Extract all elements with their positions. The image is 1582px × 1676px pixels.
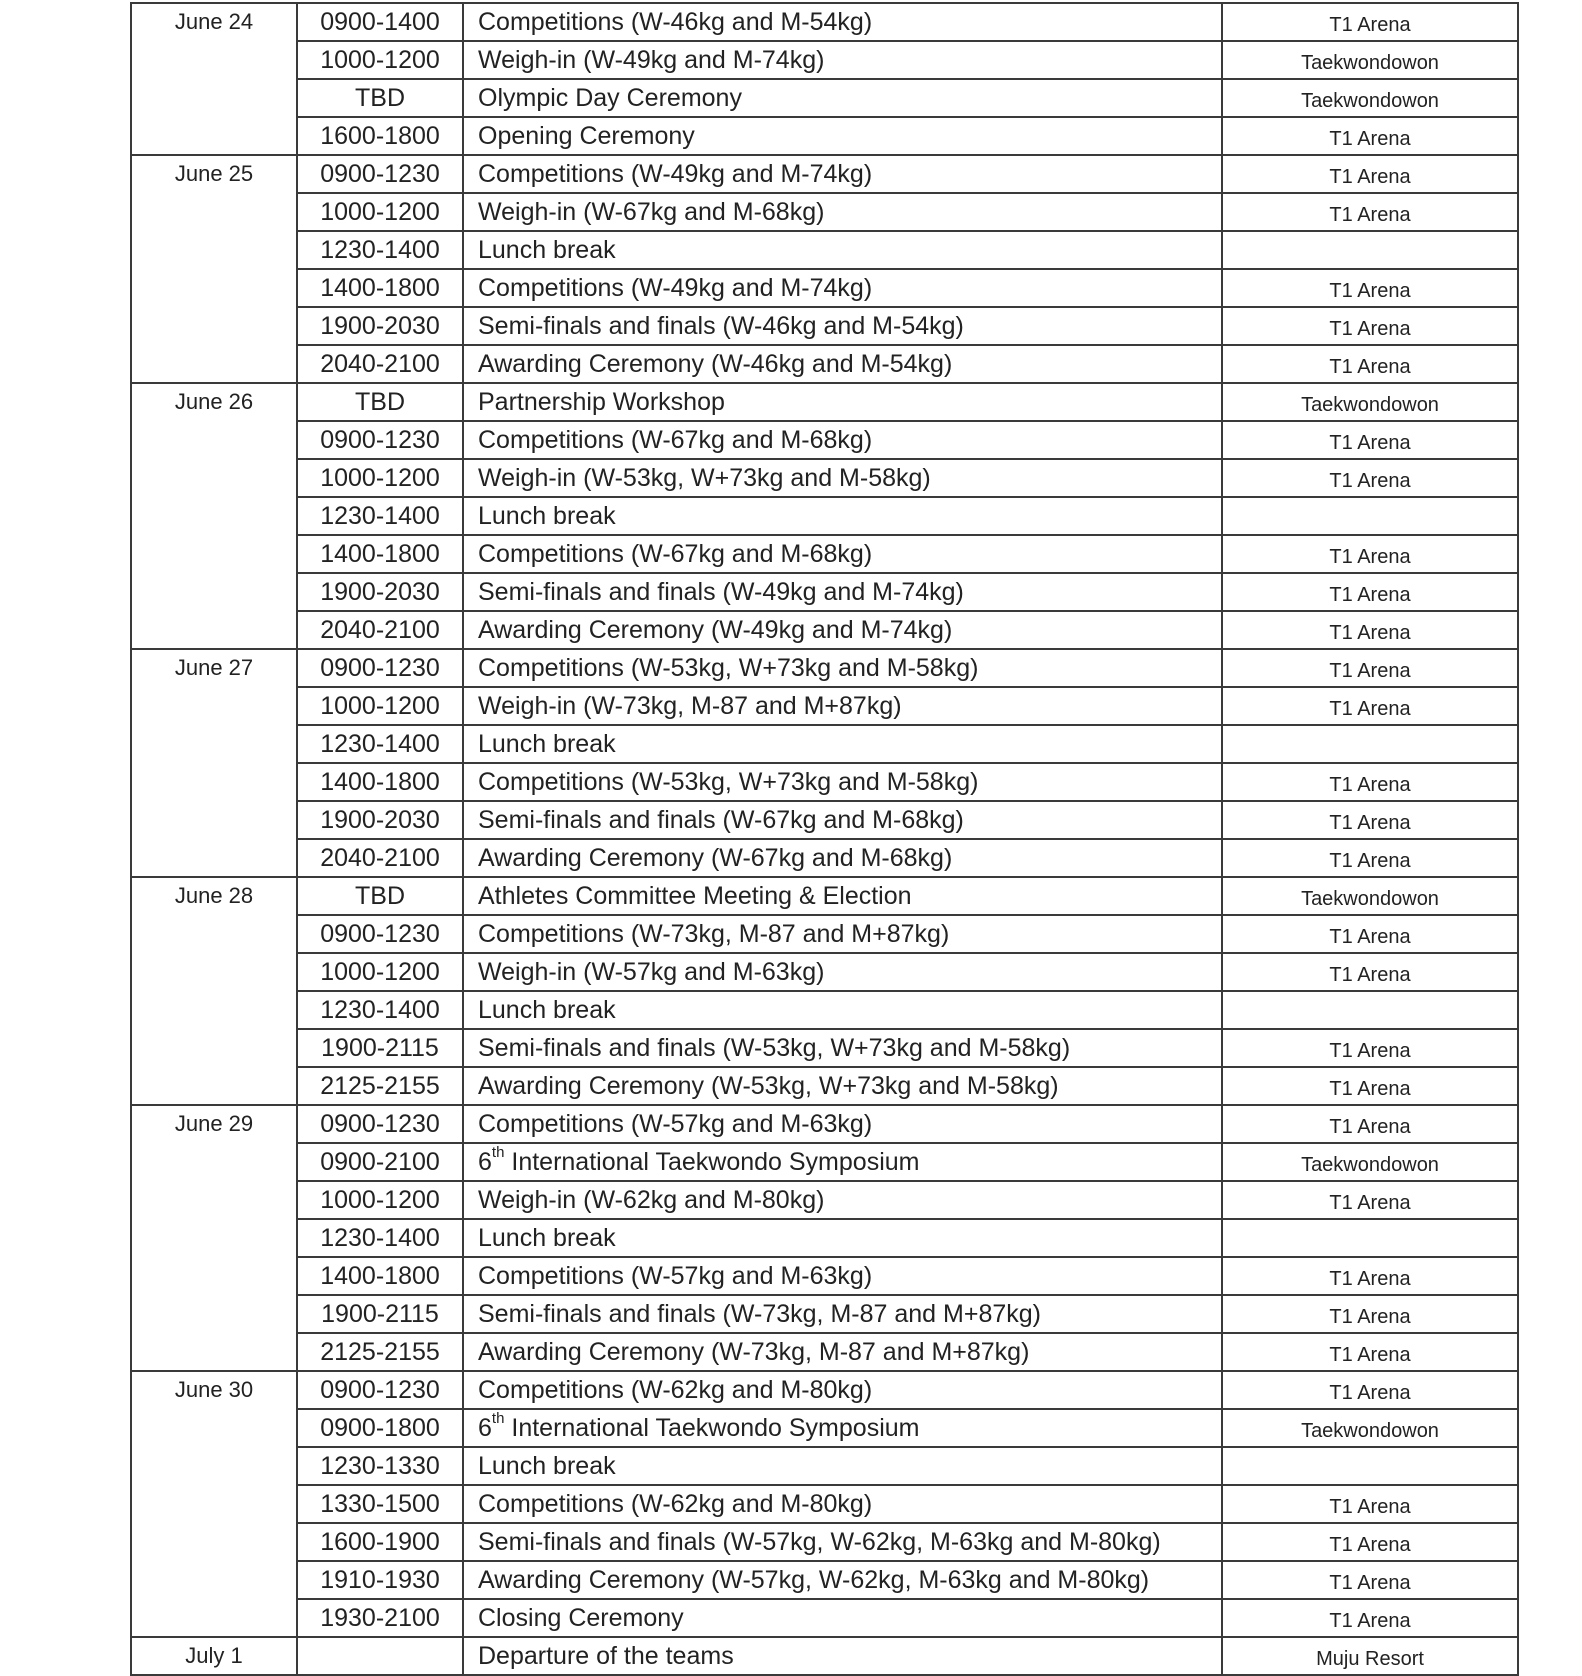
event-cell: Semi-finals and finals (W-57kg, W-62kg, M-63kg and M-80kg) bbox=[463, 1523, 1222, 1561]
date-cell: June 25 bbox=[131, 155, 297, 383]
time-cell: 0900-1230 bbox=[297, 1371, 463, 1409]
time-cell: 1000-1200 bbox=[297, 953, 463, 991]
date-cell: June 29 bbox=[131, 1105, 297, 1371]
venue-cell: T1 Arena bbox=[1222, 839, 1518, 877]
event-cell: Awarding Ceremony (W-53kg, W+73kg and M-58kg) bbox=[463, 1067, 1222, 1105]
date-cell: June 24 bbox=[131, 3, 297, 155]
event-cell: Lunch break bbox=[463, 991, 1222, 1029]
date-cell: June 26 bbox=[131, 383, 297, 649]
time-cell: 0900-2100 bbox=[297, 1143, 463, 1181]
schedule-row bbox=[131, 1219, 1518, 1257]
schedule-row bbox=[131, 383, 1518, 421]
time-cell: 1400-1800 bbox=[297, 269, 463, 307]
event-cell: Semi-finals and finals (W-46kg and M-54kg) bbox=[463, 307, 1222, 345]
event-cell: Competitions (W-53kg, W+73kg and M-58kg) bbox=[463, 649, 1222, 687]
time-cell: TBD bbox=[297, 79, 463, 117]
schedule-row bbox=[131, 649, 1518, 687]
schedule-row bbox=[131, 193, 1518, 231]
event-cell: Weigh-in (W-57kg and M-63kg) bbox=[463, 953, 1222, 991]
time-cell: 1000-1200 bbox=[297, 1181, 463, 1219]
time-cell: 2040-2100 bbox=[297, 611, 463, 649]
schedule-row bbox=[131, 1561, 1518, 1599]
venue-cell: T1 Arena bbox=[1222, 307, 1518, 345]
date-cell: July 1 bbox=[131, 1637, 297, 1675]
event-cell: Competitions (W-46kg and M-54kg) bbox=[463, 3, 1222, 41]
venue-cell: T1 Arena bbox=[1222, 687, 1518, 725]
schedule-row bbox=[131, 3, 1518, 41]
time-cell: TBD bbox=[297, 383, 463, 421]
time-cell: 1230-1400 bbox=[297, 991, 463, 1029]
event-cell: Weigh-in (W-73kg, M-87 and M+87kg) bbox=[463, 687, 1222, 725]
event-cell: Competitions (W-57kg and M-63kg) bbox=[463, 1105, 1222, 1143]
schedule-row bbox=[131, 1447, 1518, 1485]
schedule-row bbox=[131, 1029, 1518, 1067]
venue-cell: T1 Arena bbox=[1222, 1599, 1518, 1637]
time-cell: 0900-1230 bbox=[297, 155, 463, 193]
event-cell: Awarding Ceremony (W-67kg and M-68kg) bbox=[463, 839, 1222, 877]
venue-cell: T1 Arena bbox=[1222, 155, 1518, 193]
time-cell: 0900-1230 bbox=[297, 915, 463, 953]
schedule-row bbox=[131, 1599, 1518, 1637]
time-cell: 1900-2115 bbox=[297, 1295, 463, 1333]
venue-cell: T1 Arena bbox=[1222, 1333, 1518, 1371]
time-cell: 1900-2030 bbox=[297, 801, 463, 839]
schedule-row bbox=[131, 801, 1518, 839]
time-cell: 1230-1400 bbox=[297, 725, 463, 763]
schedule-row bbox=[131, 1181, 1518, 1219]
venue-cell: Taekwondowon bbox=[1222, 1409, 1518, 1447]
event-ordinal: 6 bbox=[478, 1413, 492, 1442]
schedule-row bbox=[131, 1485, 1518, 1523]
time-cell: TBD bbox=[297, 877, 463, 915]
schedule-row bbox=[131, 1257, 1518, 1295]
schedule-row bbox=[131, 1295, 1518, 1333]
schedule-row bbox=[131, 231, 1518, 269]
event-cell: Athletes Committee Meeting & Election bbox=[463, 877, 1222, 915]
event-ordinal: 6 bbox=[478, 1147, 492, 1176]
event-title: International Taekwondo Symposium bbox=[504, 1413, 920, 1442]
schedule-row bbox=[131, 687, 1518, 725]
venue-cell bbox=[1222, 1447, 1518, 1485]
venue-cell: T1 Arena bbox=[1222, 1295, 1518, 1333]
time-cell: 1900-2030 bbox=[297, 573, 463, 611]
event-cell: Competitions (W-62kg and M-80kg) bbox=[463, 1485, 1222, 1523]
event-title: International Taekwondo Symposium bbox=[504, 1147, 920, 1176]
venue-cell: T1 Arena bbox=[1222, 649, 1518, 687]
event-cell bbox=[463, 1409, 1222, 1447]
venue-cell: Taekwondowon bbox=[1222, 41, 1518, 79]
venue-cell: Taekwondowon bbox=[1222, 877, 1518, 915]
event-cell: Awarding Ceremony (W-73kg, M-87 and M+87kg) bbox=[463, 1333, 1222, 1371]
venue-cell: T1 Arena bbox=[1222, 421, 1518, 459]
venue-cell: T1 Arena bbox=[1222, 345, 1518, 383]
time-cell: 2125-2155 bbox=[297, 1067, 463, 1105]
schedule-row bbox=[131, 345, 1518, 383]
schedule-row bbox=[131, 1637, 1518, 1675]
schedule-row bbox=[131, 1371, 1518, 1409]
time-cell bbox=[297, 1637, 463, 1675]
time-cell: 2125-2155 bbox=[297, 1333, 463, 1371]
schedule-body bbox=[131, 3, 1518, 1675]
event-cell: Competitions (W-49kg and M-74kg) bbox=[463, 269, 1222, 307]
time-cell: 1230-1330 bbox=[297, 1447, 463, 1485]
schedule-row bbox=[131, 459, 1518, 497]
time-cell: 1930-2100 bbox=[297, 1599, 463, 1637]
event-cell: Lunch break bbox=[463, 1447, 1222, 1485]
venue-cell bbox=[1222, 497, 1518, 535]
schedule-row bbox=[131, 307, 1518, 345]
venue-cell: T1 Arena bbox=[1222, 1485, 1518, 1523]
schedule-row bbox=[131, 421, 1518, 459]
date-cell: June 28 bbox=[131, 877, 297, 1105]
schedule-row bbox=[131, 1333, 1518, 1371]
schedule-row bbox=[131, 763, 1518, 801]
event-cell: Competitions (W-49kg and M-74kg) bbox=[463, 155, 1222, 193]
schedule-row bbox=[131, 877, 1518, 915]
event-cell: Semi-finals and finals (W-49kg and M-74kg) bbox=[463, 573, 1222, 611]
venue-cell: T1 Arena bbox=[1222, 1523, 1518, 1561]
event-cell: Competitions (W-57kg and M-63kg) bbox=[463, 1257, 1222, 1295]
date-cell: June 27 bbox=[131, 649, 297, 877]
venue-cell bbox=[1222, 991, 1518, 1029]
schedule-row bbox=[131, 155, 1518, 193]
event-cell: Lunch break bbox=[463, 497, 1222, 535]
event-cell: Closing Ceremony bbox=[463, 1599, 1222, 1637]
venue-cell bbox=[1222, 1219, 1518, 1257]
schedule-row bbox=[131, 991, 1518, 1029]
venue-cell: T1 Arena bbox=[1222, 1105, 1518, 1143]
venue-cell: T1 Arena bbox=[1222, 117, 1518, 155]
venue-cell: T1 Arena bbox=[1222, 3, 1518, 41]
event-cell: Semi-finals and finals (W-53kg, W+73kg and M-58kg) bbox=[463, 1029, 1222, 1067]
schedule-row bbox=[131, 79, 1518, 117]
venue-cell: T1 Arena bbox=[1222, 573, 1518, 611]
venue-cell: T1 Arena bbox=[1222, 193, 1518, 231]
time-cell: 0900-1800 bbox=[297, 1409, 463, 1447]
venue-cell: Taekwondowon bbox=[1222, 383, 1518, 421]
event-ordinal-suffix: th bbox=[491, 1144, 505, 1162]
time-cell: 2040-2100 bbox=[297, 345, 463, 383]
time-cell: 1330-1500 bbox=[297, 1485, 463, 1523]
time-cell: 2040-2100 bbox=[297, 839, 463, 877]
time-cell: 1400-1800 bbox=[297, 535, 463, 573]
schedule-row bbox=[131, 1143, 1518, 1181]
time-cell: 1910-1930 bbox=[297, 1561, 463, 1599]
time-cell: 1000-1200 bbox=[297, 459, 463, 497]
venue-cell: T1 Arena bbox=[1222, 953, 1518, 991]
time-cell: 1900-2030 bbox=[297, 307, 463, 345]
time-cell: 1900-2115 bbox=[297, 1029, 463, 1067]
venue-cell: T1 Arena bbox=[1222, 535, 1518, 573]
event-cell: Weigh-in (W-53kg, W+73kg and M-58kg) bbox=[463, 459, 1222, 497]
venue-cell bbox=[1222, 231, 1518, 269]
venue-cell: T1 Arena bbox=[1222, 611, 1518, 649]
venue-cell: T1 Arena bbox=[1222, 269, 1518, 307]
event-cell: Competitions (W-53kg, W+73kg and M-58kg) bbox=[463, 763, 1222, 801]
time-cell: 1230-1400 bbox=[297, 1219, 463, 1257]
event-cell: Awarding Ceremony (W-49kg and M-74kg) bbox=[463, 611, 1222, 649]
time-cell: 1230-1400 bbox=[297, 231, 463, 269]
schedule-row bbox=[131, 839, 1518, 877]
schedule-row bbox=[131, 953, 1518, 991]
event-cell: Lunch break bbox=[463, 1219, 1222, 1257]
date-cell: June 30 bbox=[131, 1371, 297, 1637]
event-cell: Semi-finals and finals (W-73kg, M-87 and M+87kg) bbox=[463, 1295, 1222, 1333]
venue-cell: Taekwondowon bbox=[1222, 79, 1518, 117]
time-cell: 0900-1400 bbox=[297, 3, 463, 41]
time-cell: 1230-1400 bbox=[297, 497, 463, 535]
event-cell: Competitions (W-73kg, M-87 and M+87kg) bbox=[463, 915, 1222, 953]
time-cell: 1000-1200 bbox=[297, 193, 463, 231]
schedule-row bbox=[131, 915, 1518, 953]
schedule-table bbox=[130, 2, 1519, 1676]
event-cell: Olympic Day Ceremony bbox=[463, 79, 1222, 117]
event-cell: Awarding Ceremony (W-46kg and M-54kg) bbox=[463, 345, 1222, 383]
schedule-row bbox=[131, 117, 1518, 155]
event-cell: Opening Ceremony bbox=[463, 117, 1222, 155]
venue-cell: T1 Arena bbox=[1222, 1181, 1518, 1219]
schedule-row bbox=[131, 269, 1518, 307]
time-cell: 1400-1800 bbox=[297, 763, 463, 801]
venue-cell: T1 Arena bbox=[1222, 1029, 1518, 1067]
schedule-row bbox=[131, 1523, 1518, 1561]
event-cell: Weigh-in (W-62kg and M-80kg) bbox=[463, 1181, 1222, 1219]
venue-cell: T1 Arena bbox=[1222, 1371, 1518, 1409]
venue-cell bbox=[1222, 725, 1518, 763]
venue-cell: T1 Arena bbox=[1222, 1257, 1518, 1295]
venue-cell: T1 Arena bbox=[1222, 459, 1518, 497]
schedule-row bbox=[131, 725, 1518, 763]
event-ordinal-suffix: th bbox=[491, 1410, 505, 1428]
event-cell: Competitions (W-62kg and M-80kg) bbox=[463, 1371, 1222, 1409]
event-cell: Awarding Ceremony (W-57kg, W-62kg, M-63kg and M-80kg) bbox=[463, 1561, 1222, 1599]
time-cell: 0900-1230 bbox=[297, 1105, 463, 1143]
event-cell: Partnership Workshop bbox=[463, 383, 1222, 421]
venue-cell: T1 Arena bbox=[1222, 801, 1518, 839]
event-cell bbox=[463, 1143, 1222, 1181]
venue-cell: T1 Arena bbox=[1222, 1067, 1518, 1105]
venue-cell: T1 Arena bbox=[1222, 1561, 1518, 1599]
venue-cell: T1 Arena bbox=[1222, 763, 1518, 801]
time-cell: 1000-1200 bbox=[297, 41, 463, 79]
venue-cell: Taekwondowon bbox=[1222, 1143, 1518, 1181]
schedule-row bbox=[131, 1409, 1518, 1447]
venue-cell: T1 Arena bbox=[1222, 915, 1518, 953]
event-cell: Departure of the teams bbox=[463, 1637, 1222, 1675]
event-cell: Weigh-in (W-67kg and M-68kg) bbox=[463, 193, 1222, 231]
schedule-row bbox=[131, 535, 1518, 573]
time-cell: 1600-1900 bbox=[297, 1523, 463, 1561]
event-cell: Lunch break bbox=[463, 231, 1222, 269]
event-cell: Lunch break bbox=[463, 725, 1222, 763]
time-cell: 0900-1230 bbox=[297, 421, 463, 459]
time-cell: 1000-1200 bbox=[297, 687, 463, 725]
schedule-row bbox=[131, 41, 1518, 79]
event-cell: Weigh-in (W-49kg and M-74kg) bbox=[463, 41, 1222, 79]
event-cell: Semi-finals and finals (W-67kg and M-68kg) bbox=[463, 801, 1222, 839]
schedule-row bbox=[131, 611, 1518, 649]
time-cell: 1600-1800 bbox=[297, 117, 463, 155]
time-cell: 0900-1230 bbox=[297, 649, 463, 687]
schedule-row bbox=[131, 1067, 1518, 1105]
venue-cell: Muju Resort bbox=[1222, 1637, 1518, 1675]
schedule-row bbox=[131, 1105, 1518, 1143]
schedule-row bbox=[131, 497, 1518, 535]
schedule-row bbox=[131, 573, 1518, 611]
time-cell: 1400-1800 bbox=[297, 1257, 463, 1295]
event-cell: Competitions (W-67kg and M-68kg) bbox=[463, 535, 1222, 573]
event-cell: Competitions (W-67kg and M-68kg) bbox=[463, 421, 1222, 459]
